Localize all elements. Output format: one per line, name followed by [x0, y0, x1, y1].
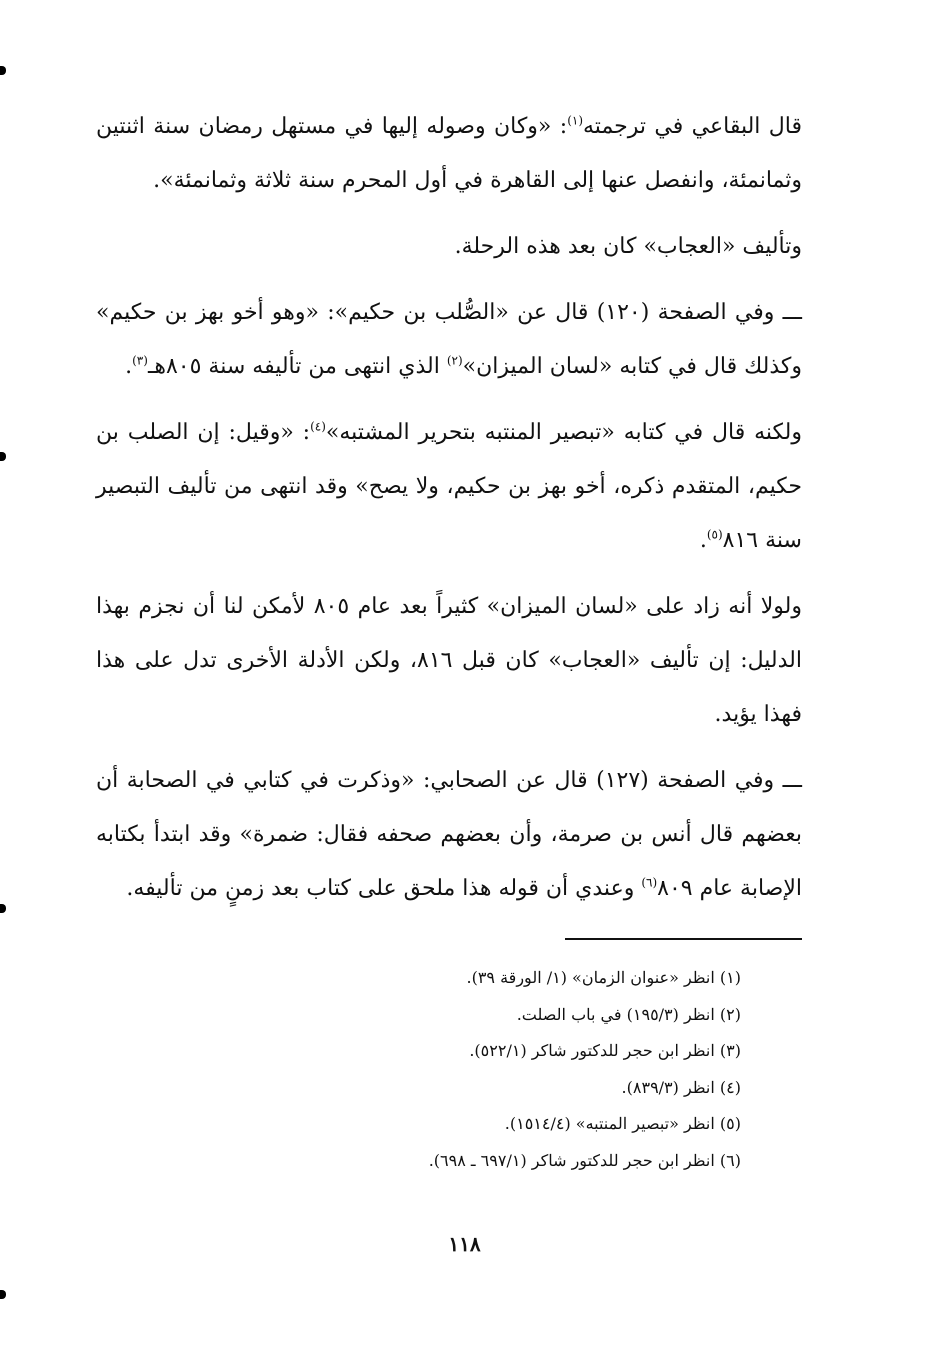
- paragraph-text: .: [699, 528, 707, 553]
- footnote-ref: (٥): [706, 527, 723, 542]
- paragraph-text: وتأليف «العجاب» كان بعد هذه الرحلة.: [454, 234, 802, 259]
- footnote-ref: (١): [567, 113, 584, 128]
- paragraph-lisan: [96, 580, 802, 742]
- footnote: (٤) انظر (٨٣٩/٣).: [621, 1077, 741, 1097]
- footnote: (٥) انظر «تبصير المنتبه» (١٥١٤/٤).: [504, 1114, 741, 1134]
- scan-edge-mark: [0, 66, 6, 75]
- paragraph-tabsir: [96, 406, 802, 568]
- paragraph-text: قال البقاعي في ترجمته: [583, 114, 802, 139]
- footnote-ref: (٦): [641, 875, 658, 890]
- scan-edge-mark: [0, 1290, 6, 1299]
- paragraph-text: : «وقيل: إن الصلب بن حكيم، المتقدم ذكره، أخو بهز بن حكيم، ولا يصح» وقد انتهى من تأليف التبصير سنة ٨١٦: [96, 420, 802, 553]
- page-number: ١١٨: [448, 1232, 481, 1256]
- paragraph-text: ولولا أنه زاد على «لسان الميزان» كثيراً بعد عام ٨٠٥ لأمكن لنا أن نجزم بهذا الدليل: إن تأليف «العجاب» كان قبل ٨١٦، ولكن الأدلة الأخرى تدل على هذا فهذا يؤيد.: [96, 594, 802, 727]
- paragraph-text: ـــ وفي الصفحة (١٢٧) قال عن الصحابي: «وذكرت في كتابي في الصحابة أن بعضهم قال أنس بن صرمة، وأن بعضهم صحفه فقال: ضمرة» وقد ابتدأ بكتابه الإصابة عام ٨٠٩: [96, 768, 802, 901]
- footnote-ref: (٢): [446, 353, 463, 368]
- scan-edge-mark: [0, 904, 6, 913]
- paragraph-text: : «وكان وصوله إليها في مستهل رمضان سنة اثنتين وثمانمئة، وانفصل عنها إلى القاهرة في أول المحرم سنة ثلاثة وثمانمئة».: [96, 114, 802, 193]
- paragraph-text: ولكنه قال في كتابه «تبصير المنتبه بتحرير المشتبه»: [325, 420, 802, 445]
- paragraph-text: ـــ وفي الصفحة (١٢٠) قال عن «الصُّلب بن حكيم»: «وهو أخو بهز بن حكيم» وكذلك قال في كتابه «لسان الميزان»: [96, 300, 802, 379]
- footnote: (٣) انظر ابن حجر للدكتور شاكر (٥٢٢/١).: [469, 1041, 741, 1061]
- footnote: (٢) انظر (١٩٥/٣) في باب الصلت.: [516, 1004, 741, 1024]
- footnote-ref: (٤): [310, 419, 326, 434]
- footnote: (١) انظر «عنوان الزمان» (١/ الورقة ٣٩).: [466, 968, 741, 987]
- paragraph-page-120: [96, 286, 802, 394]
- paragraph-text: .: [125, 354, 133, 379]
- footnote-ref: (٣): [132, 353, 148, 368]
- paragraph-biqai-quote: [96, 100, 802, 208]
- paragraph-journey: [96, 220, 802, 274]
- scan-edge-mark: [0, 452, 6, 461]
- paragraph-text: الذي انتهى من تأليفه سنة ٨٠٥هـ: [147, 354, 447, 379]
- paragraph-text: وعندي أن قوله هذا ملحق على كتاب بعد زمنٍ من تأليفه.: [126, 876, 642, 901]
- footnote: (٦) انظر ابن حجر للدكتور شاكر (٦٩٧/١ ـ ٦٩٨).: [428, 1150, 741, 1170]
- footnote-divider: [565, 938, 802, 940]
- footnotes: [181, 960, 741, 1180]
- paragraph-page-127: [96, 754, 802, 916]
- main-text: [96, 100, 802, 928]
